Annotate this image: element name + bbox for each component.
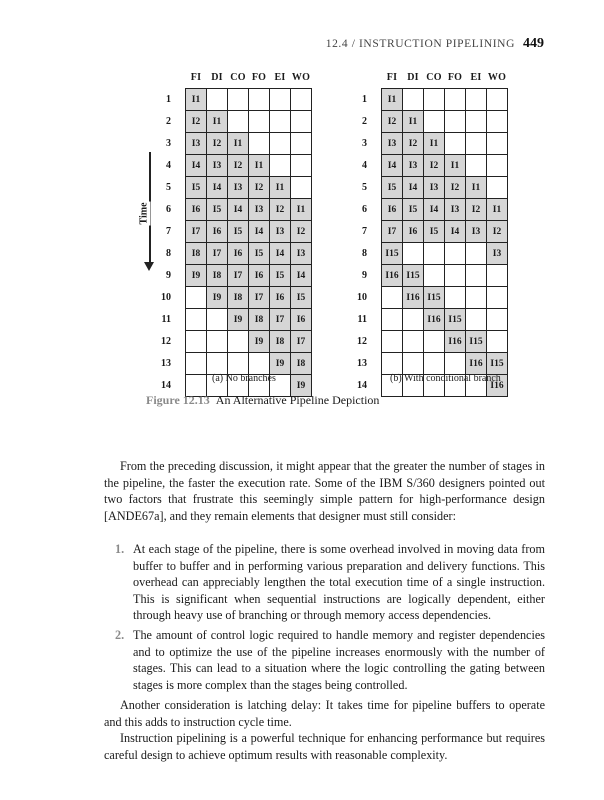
table-row xyxy=(345,89,508,111)
pipeline-cell xyxy=(249,353,270,375)
pipeline-cell: I1 xyxy=(445,155,466,177)
pipeline-cell: I2 xyxy=(466,199,487,221)
pipeline-cell: I5 xyxy=(249,243,270,265)
pipeline-cell: I15 xyxy=(403,265,424,287)
table-row xyxy=(345,199,508,221)
pipeline-cell xyxy=(228,111,249,133)
pipeline-cell: I9 xyxy=(249,331,270,353)
pipeline-cell xyxy=(487,111,508,133)
pipeline-cell: I15 xyxy=(445,309,466,331)
pipeline-cell: I1 xyxy=(207,111,228,133)
stage-header: FO xyxy=(251,72,267,83)
table-row xyxy=(149,265,312,287)
time-step: 11 xyxy=(357,314,367,325)
paragraph xyxy=(104,458,545,524)
pipeline-cell xyxy=(466,265,487,287)
pipeline-cell: I15 xyxy=(424,287,445,309)
pipeline-cell xyxy=(382,353,403,375)
table-row xyxy=(345,111,508,133)
time-step: 5 xyxy=(166,182,171,193)
table-row xyxy=(149,133,312,155)
paragraph-text: Another consideration is latching delay: It takes time for pipeline buffers to operate and this adds to instruction cycle time. xyxy=(104,698,545,729)
table-row xyxy=(149,353,312,375)
pipeline-cell xyxy=(228,89,249,111)
pipeline-cell: I4 xyxy=(382,155,403,177)
pipeline-cell xyxy=(291,133,312,155)
table-row xyxy=(345,331,508,353)
pipeline-cell: I2 xyxy=(249,177,270,199)
time-step: 2 xyxy=(166,116,171,127)
pipeline-cell xyxy=(487,309,508,331)
pipeline-cell: I3 xyxy=(466,221,487,243)
pipeline-cell: I7 xyxy=(228,265,249,287)
running-head xyxy=(326,36,544,52)
pipeline-cell: I4 xyxy=(424,199,445,221)
time-step: 5 xyxy=(362,182,367,193)
table-row xyxy=(345,177,508,199)
pipeline-cell: I1 xyxy=(487,199,508,221)
table-row xyxy=(345,265,508,287)
time-step: 8 xyxy=(362,248,367,259)
pipeline-cell xyxy=(186,331,207,353)
pipeline-cell: I2 xyxy=(228,155,249,177)
table-row xyxy=(149,287,312,309)
pipeline-cell: I2 xyxy=(382,111,403,133)
pipeline-cell xyxy=(466,287,487,309)
pipeline-cell xyxy=(445,89,466,111)
pipeline-cell xyxy=(270,89,291,111)
pipeline-cell: I4 xyxy=(186,155,207,177)
pipeline-cell xyxy=(186,309,207,331)
pipeline-cell xyxy=(249,133,270,155)
pipeline-cell xyxy=(228,353,249,375)
time-step: 14 xyxy=(357,380,367,391)
stage-header: FI xyxy=(386,72,398,83)
table-row xyxy=(345,155,508,177)
stage-header: WO xyxy=(291,72,311,83)
pipeline-cell: I3 xyxy=(403,155,424,177)
pipeline-cell: I15 xyxy=(382,243,403,265)
closing-paragraphs xyxy=(104,697,545,763)
table-row xyxy=(149,199,312,221)
pipeline-cell xyxy=(466,155,487,177)
pipeline-cell: I3 xyxy=(424,177,445,199)
time-step: 7 xyxy=(362,226,367,237)
pipeline-cell: I16 xyxy=(424,309,445,331)
page-number: 449 xyxy=(523,36,544,51)
pipeline-cell: I3 xyxy=(270,221,291,243)
pipeline-cell xyxy=(466,111,487,133)
pipeline-cell: I3 xyxy=(487,243,508,265)
list-item xyxy=(112,627,545,693)
pipeline-cell: I2 xyxy=(207,133,228,155)
pipeline-cell: I1 xyxy=(382,89,403,111)
table-row xyxy=(345,309,508,331)
time-step: 6 xyxy=(362,204,367,215)
pipeline-cell xyxy=(445,287,466,309)
pipeline-cell xyxy=(270,155,291,177)
pipeline-cell: I7 xyxy=(382,221,403,243)
pipeline-cell xyxy=(382,309,403,331)
pipeline-cell: I2 xyxy=(186,111,207,133)
table-row xyxy=(149,155,312,177)
pipeline-cell xyxy=(228,331,249,353)
time-step: 7 xyxy=(166,226,171,237)
time-step: 2 xyxy=(362,116,367,127)
time-step: 3 xyxy=(362,138,367,149)
pipeline-cell: I8 xyxy=(249,309,270,331)
pipeline-cell xyxy=(424,265,445,287)
pipeline-cell: I1 xyxy=(291,199,312,221)
pipeline-cell xyxy=(487,89,508,111)
pipeline-cell xyxy=(424,353,445,375)
pipeline-cell: I15 xyxy=(466,331,487,353)
table-row xyxy=(149,221,312,243)
pipeline-cell xyxy=(207,331,228,353)
pipeline-cell: I4 xyxy=(445,221,466,243)
pipeline-cell xyxy=(466,309,487,331)
subcaption-b: (b) With conditional branch xyxy=(390,373,501,384)
pipeline-cell: I9 xyxy=(270,353,291,375)
time-step: 1 xyxy=(166,94,171,105)
pipeline-cell: I9 xyxy=(228,309,249,331)
pipeline-cell: I16 xyxy=(487,375,508,397)
pipeline-cell xyxy=(291,89,312,111)
pipeline-table-conditional-branch xyxy=(345,67,508,397)
stage-header: EI xyxy=(274,72,286,83)
figure-caption xyxy=(146,393,379,408)
pipeline-cell: I8 xyxy=(207,265,228,287)
time-step: 10 xyxy=(161,292,171,303)
pipeline-cell xyxy=(207,89,228,111)
stage-header: EI xyxy=(470,72,482,83)
pipeline-cell: I1 xyxy=(228,133,249,155)
pipeline-cell xyxy=(403,243,424,265)
pipeline-cell: I6 xyxy=(291,309,312,331)
pipeline-cell: I16 xyxy=(466,353,487,375)
pipeline-cell: I3 xyxy=(382,133,403,155)
list-item-text: At each stage of the pipeline, there is some overhead involved in moving data from buffer to buffer and in performing various preparation and delivery functions. This overhead can appreciably lengthen the total execution time of a single instruction. This is significant when sequential instructions are logically dependent, either through heavy use of branching or through memory access dependencies. xyxy=(133,542,545,623)
time-step: 3 xyxy=(166,138,171,149)
pipeline-cell: I1 xyxy=(270,177,291,199)
pipeline-cell xyxy=(445,265,466,287)
pipeline-cell: I6 xyxy=(186,199,207,221)
pipeline-cell: I2 xyxy=(403,133,424,155)
pipeline-cell: I1 xyxy=(403,111,424,133)
pipeline-cell: I6 xyxy=(207,221,228,243)
figure-label: Figure 12.13 xyxy=(146,393,210,407)
time-step: 14 xyxy=(161,380,171,391)
pipeline-cell: I1 xyxy=(424,133,445,155)
time-step: 13 xyxy=(357,358,367,369)
figure-title: An Alternative Pipeline Depiction xyxy=(215,393,380,407)
pipeline-cell xyxy=(445,111,466,133)
pipeline-cell xyxy=(466,133,487,155)
pipeline-cell xyxy=(207,353,228,375)
pipeline-cell: I7 xyxy=(186,221,207,243)
table-corner xyxy=(149,67,186,89)
paragraph-text: From the preceding discussion, it might appear that the greater the number of stages in the pipeline, the faster the execution rate. Some of the IBM S/360 designers pointed out two factors that frustrate this seemingly simple pattern for high-performance design [ANDE67a], and they remain elements that designer must still consider: xyxy=(104,459,545,523)
time-step: 9 xyxy=(362,270,367,281)
time-step: 11 xyxy=(161,314,171,325)
stage-header: FI xyxy=(190,72,202,83)
pipeline-cell: I5 xyxy=(228,221,249,243)
pipeline-cell: I9 xyxy=(186,265,207,287)
pipeline-cell: I4 xyxy=(403,177,424,199)
pipeline-cell: I1 xyxy=(186,89,207,111)
pipeline-cell xyxy=(207,309,228,331)
pipeline-cell xyxy=(270,133,291,155)
pipeline-cell: I1 xyxy=(466,177,487,199)
pipeline-cell: I6 xyxy=(249,265,270,287)
pipeline-cell: I2 xyxy=(291,221,312,243)
list-item xyxy=(112,541,545,624)
pipeline-cell: I4 xyxy=(291,265,312,287)
pipeline-cell: I1 xyxy=(249,155,270,177)
pipeline-cell xyxy=(487,133,508,155)
pipeline-cell: I5 xyxy=(424,221,445,243)
pipeline-cell xyxy=(445,133,466,155)
table-row xyxy=(149,111,312,133)
list-number: 1. xyxy=(115,542,125,556)
pipeline-cell xyxy=(291,111,312,133)
pipeline-cell: I5 xyxy=(382,177,403,199)
pipeline-cell xyxy=(403,331,424,353)
pipeline-cell: I5 xyxy=(207,199,228,221)
pipeline-cell: I6 xyxy=(228,243,249,265)
stage-header: CO xyxy=(230,72,246,83)
pipeline-cell xyxy=(403,353,424,375)
pipeline-cell: I3 xyxy=(228,177,249,199)
pipeline-cell: I6 xyxy=(403,221,424,243)
pipeline-cell xyxy=(270,111,291,133)
pipeline-cell xyxy=(249,111,270,133)
pipeline-cell xyxy=(487,155,508,177)
pipeline-cell xyxy=(487,177,508,199)
pipeline-cell: I7 xyxy=(207,243,228,265)
stage-header: DI xyxy=(407,72,419,83)
pipeline-cell xyxy=(424,331,445,353)
stage-header: FO xyxy=(447,72,463,83)
pipeline-cell xyxy=(291,177,312,199)
pipeline-cell: I16 xyxy=(403,287,424,309)
time-step: 6 xyxy=(166,204,171,215)
time-step: 4 xyxy=(166,160,171,171)
pipeline-cell xyxy=(445,243,466,265)
pipeline-cell: I7 xyxy=(291,331,312,353)
pipeline-cell: I3 xyxy=(445,199,466,221)
table-corner xyxy=(345,67,382,89)
arrow-down-icon xyxy=(144,262,154,271)
pipeline-cell xyxy=(291,155,312,177)
running-title: 12.4 / INSTRUCTION PIPELINING xyxy=(325,38,515,50)
table-row xyxy=(345,287,508,309)
time-step: 12 xyxy=(161,336,171,347)
time-step: 9 xyxy=(166,270,171,281)
time-step: 10 xyxy=(357,292,367,303)
list-item-text: The amount of control logic required to handle memory and register dependencies and to optimize the use of the pipeline increases enormously with the number of stages. This can lead to a situation where the logic controlling the gating between stages is more complex than the stages being controlled. xyxy=(133,627,545,692)
pipeline-cell: I3 xyxy=(207,155,228,177)
pipeline-cell: I7 xyxy=(270,309,291,331)
pipeline-cell: I5 xyxy=(186,177,207,199)
list-number: 2. xyxy=(115,627,125,642)
stage-header: WO xyxy=(487,72,507,83)
pipeline-cell xyxy=(487,287,508,309)
table-row xyxy=(149,177,312,199)
pipeline-cell xyxy=(466,89,487,111)
table-row xyxy=(149,89,312,111)
pipeline-cell: I6 xyxy=(382,199,403,221)
pipeline-cell xyxy=(424,243,445,265)
pipeline-cell: I4 xyxy=(228,199,249,221)
table-row xyxy=(149,309,312,331)
table-row xyxy=(149,331,312,353)
pipeline-cell: I16 xyxy=(382,265,403,287)
table-row xyxy=(345,243,508,265)
pipeline-cell: I8 xyxy=(270,331,291,353)
pipeline-cell xyxy=(403,89,424,111)
pipeline-cell xyxy=(249,89,270,111)
pipeline-cell: I6 xyxy=(270,287,291,309)
pipeline-cell: I5 xyxy=(403,199,424,221)
pipeline-cell: I8 xyxy=(186,243,207,265)
pipeline-cell: I2 xyxy=(424,155,445,177)
pipeline-cell: I8 xyxy=(228,287,249,309)
pipeline-cell: I3 xyxy=(291,243,312,265)
table-row xyxy=(345,221,508,243)
pipeline-cell: I7 xyxy=(249,287,270,309)
pipeline-cell xyxy=(487,265,508,287)
pipeline-cell xyxy=(382,287,403,309)
pipeline-cell xyxy=(424,111,445,133)
time-step: 12 xyxy=(357,336,367,347)
pipeline-cell: I5 xyxy=(291,287,312,309)
pipeline-cell: I2 xyxy=(270,199,291,221)
pipeline-cell xyxy=(382,331,403,353)
pipeline-cell xyxy=(424,89,445,111)
time-step: 8 xyxy=(166,248,171,259)
pipeline-cell xyxy=(487,331,508,353)
stage-header: CO xyxy=(426,72,442,83)
time-axis-label: Time xyxy=(138,202,150,225)
stage-header: DI xyxy=(211,72,223,83)
pipeline-cell: I16 xyxy=(445,331,466,353)
pipeline-cell: I2 xyxy=(487,221,508,243)
pipeline-cell: I2 xyxy=(445,177,466,199)
pipeline-cell: I3 xyxy=(249,199,270,221)
numbered-list xyxy=(112,541,545,696)
pipeline-cell: I4 xyxy=(270,243,291,265)
pipeline-cell: I9 xyxy=(207,287,228,309)
paragraph-text: Instruction pipelining is a powerful technique for enhancing performance but requires careful design to achieve optimum results with reasonable complexity. xyxy=(104,731,545,762)
pipeline-cell: I9 xyxy=(291,375,312,397)
pipeline-cell xyxy=(186,353,207,375)
pipeline-cell: I5 xyxy=(270,265,291,287)
pipeline-cell: I15 xyxy=(487,353,508,375)
pipeline-cell: I3 xyxy=(186,133,207,155)
time-step: 13 xyxy=(161,358,171,369)
time-step: 4 xyxy=(362,160,367,171)
pipeline-cell xyxy=(403,309,424,331)
table-row xyxy=(345,133,508,155)
pipeline-cell xyxy=(466,243,487,265)
pipeline-cell xyxy=(186,287,207,309)
table-row xyxy=(345,353,508,375)
table-row xyxy=(149,243,312,265)
pipeline-cell xyxy=(445,353,466,375)
pipeline-cell: I4 xyxy=(207,177,228,199)
pipeline-cell: I8 xyxy=(291,353,312,375)
pipeline-table-no-branches xyxy=(149,67,312,397)
pipeline-cell: I4 xyxy=(249,221,270,243)
subcaption-a: (a) No branches xyxy=(212,373,276,384)
time-step: 1 xyxy=(362,94,367,105)
